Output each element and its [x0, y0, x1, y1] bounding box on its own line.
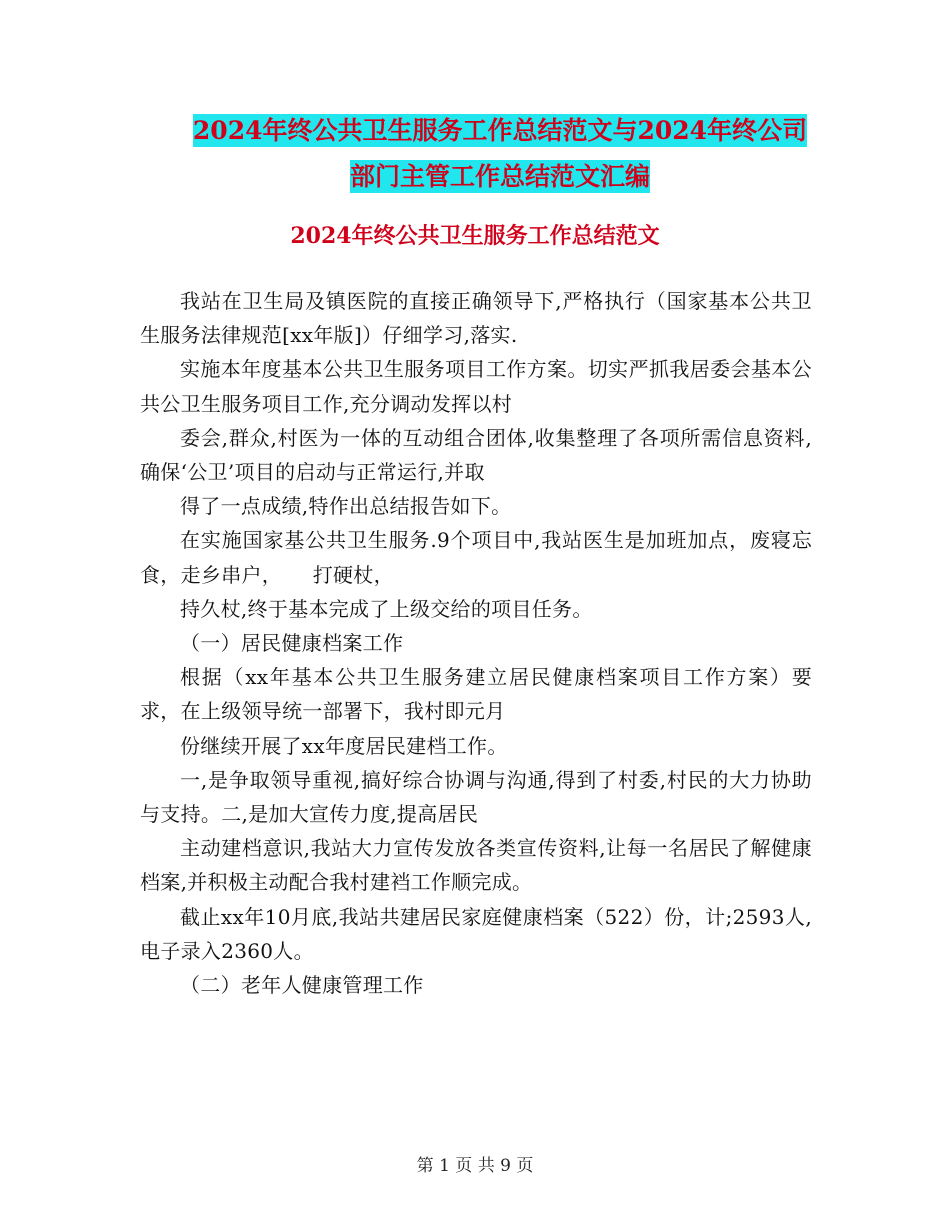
section-title: 2024年终公共卫生服务工作总结范文: [290, 223, 660, 249]
section-heading: （一）居民健康档案工作: [180, 631, 404, 656]
paragraph: 得了一点成绩,特作出总结报告如下。: [180, 494, 512, 519]
paragraph: 在实施国家基公共卫生服务.9个项目中,我站医生是加班加点，废寝忘食，走乡串户， 打硬杖，: [140, 528, 812, 587]
title-line-2: 部门主管工作总结范文汇编: [349, 162, 650, 191]
paragraph: 我站在卫生局及镇医院的直接正确领导下,严格执行（国家基本公共卫生服务法律规范[xx年版]）仔细学习,落实.: [140, 289, 812, 348]
title-line-1: 2024年终公共卫生服务工作总结范文与2024年终公司: [192, 116, 808, 145]
paragraph: 截止xx年10月底,我站共建居民家庭健康档案（522）份，计;2593人,电子录入2360人。: [140, 904, 812, 963]
section-heading: （二）老年人健康管理工作: [180, 973, 424, 998]
paragraph: 一,是争取领导重视,搞好综合协调与沟通,得到了村委,村民的大力协助与支持。二,是加大宣传力度,提高居民: [140, 767, 812, 827]
paragraph: 持久杖,终于基本完成了上级交给的项目任务。: [180, 596, 593, 621]
page-footer: 第 1 页 共 9 页: [416, 1156, 534, 1176]
document-body: [140, 284, 812, 1002]
paragraph: 实施本年度基本公共卫生服务项目工作方案。切实严抓我居委会基本公共公卫生服务项目工作,充分调动发挥以村: [140, 357, 812, 416]
paragraph: 份继续开展了xx年度居民建档工作。: [180, 733, 508, 758]
paragraph: 主动建档意识,我站大力宣传发放各类宣传资料,让每一名居民了解健康档案,并积极主动配合我村建裆工作顺完成。: [140, 836, 812, 895]
document-title: [140, 108, 860, 200]
paragraph: 委会,群众,村医为一体的互动组合团体,收集整理了各项所需信息资料,确保‘公卫’项目的启动与正常运行,并取: [140, 425, 812, 485]
paragraph: 根据（xx年基本公共卫生服务建立居民健康档案项目工作方案）要求，在上级领导统一部署下，我村即元月: [140, 665, 812, 724]
